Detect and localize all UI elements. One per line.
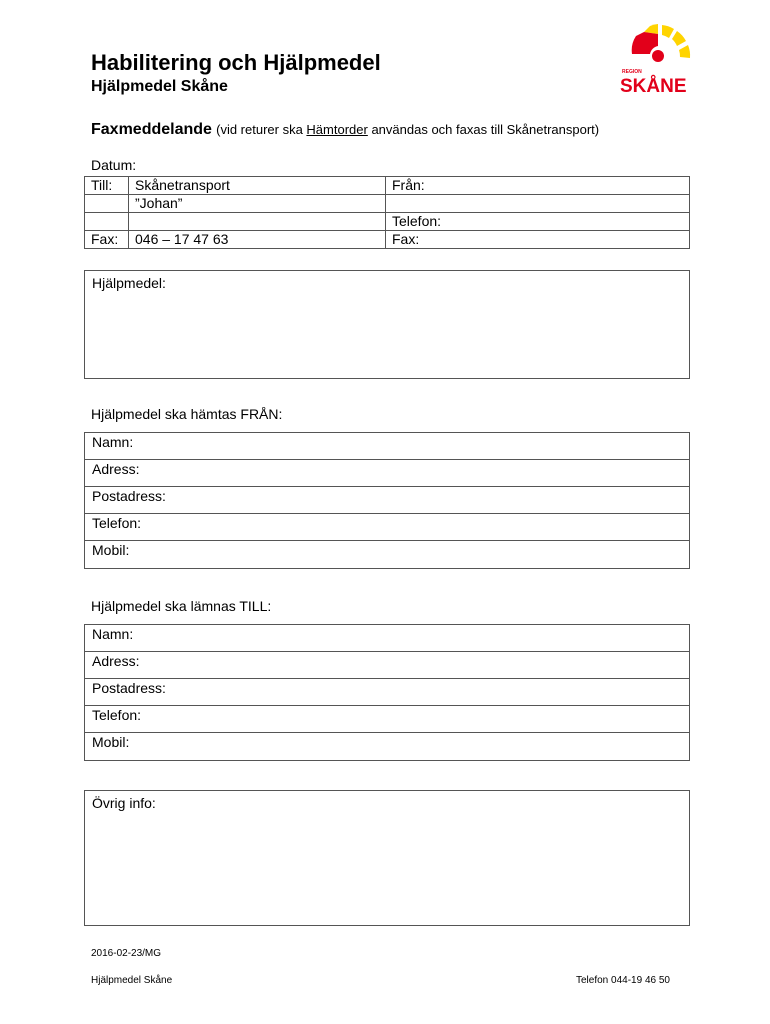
till-section-heading: Hjälpmedel ska lämnas TILL:	[91, 598, 272, 614]
fax-heading: Faxmeddelande	[91, 121, 212, 138]
till-telefon-row[interactable]: Telefon:	[85, 706, 689, 733]
fran-section-rows	[84, 432, 690, 569]
till-section-rows	[84, 624, 690, 761]
region-skane-logo	[614, 24, 704, 100]
fran-adress-row[interactable]: Adress:	[85, 460, 689, 487]
fran-label: Från:	[386, 177, 690, 195]
svg-text:SKÅNE: SKÅNE	[620, 76, 687, 97]
telefon-label: Telefon:	[386, 213, 690, 231]
hjalpmedel-box[interactable]	[84, 270, 690, 379]
fran-section-heading: Hjälpmedel ska hämtas FRÅN:	[91, 406, 283, 422]
till-value: Skånetransport	[129, 177, 386, 195]
page-title: Habilitering och Hjälpmedel	[91, 50, 381, 75]
contact-table	[84, 176, 690, 249]
ovrig-info-box[interactable]	[84, 790, 690, 926]
fran-mobil-row[interactable]: Mobil:	[92, 542, 130, 558]
page-subtitle: Hjälpmedel Skåne	[91, 78, 228, 95]
fran-postadress-row[interactable]: Postadress:	[85, 487, 689, 514]
till-namn-row[interactable]: Namn:	[85, 625, 689, 652]
ovrig-info-label: Övrig info:	[92, 795, 156, 811]
till-postadress-row[interactable]: Postadress:	[85, 679, 689, 706]
sun-rays-icon	[632, 24, 690, 62]
fax-note: (vid returer ska Hämtorder användas och faxas till Skånetransport)	[216, 122, 600, 137]
fax-value: 046 – 17 47 63	[129, 231, 386, 249]
fax-label: Fax:	[85, 231, 129, 249]
till-mobil-row[interactable]: Mobil:	[92, 734, 130, 750]
hjalpmedel-label: Hjälpmedel:	[92, 275, 166, 291]
fax-heading-line	[91, 121, 599, 139]
fax-right-label: Fax:	[386, 231, 690, 249]
footer-organization: Hjälpmedel Skåne	[91, 975, 173, 986]
svg-text:REGION: REGION	[622, 69, 642, 75]
footer-phone: Telefon 044-19 46 50	[576, 975, 670, 986]
till-adress-row[interactable]: Adress:	[85, 652, 689, 679]
hamtorder-link[interactable]: Hämtorder	[306, 122, 368, 137]
till-label: Till:	[85, 177, 129, 195]
document-date: 2016-02-23/MG	[91, 948, 162, 959]
datum-label: Datum:	[91, 157, 137, 173]
fran-namn-row[interactable]: Namn:	[85, 433, 689, 460]
fran-telefon-row[interactable]: Telefon:	[85, 514, 689, 541]
till-value-contact: ”Johan”	[129, 195, 386, 213]
